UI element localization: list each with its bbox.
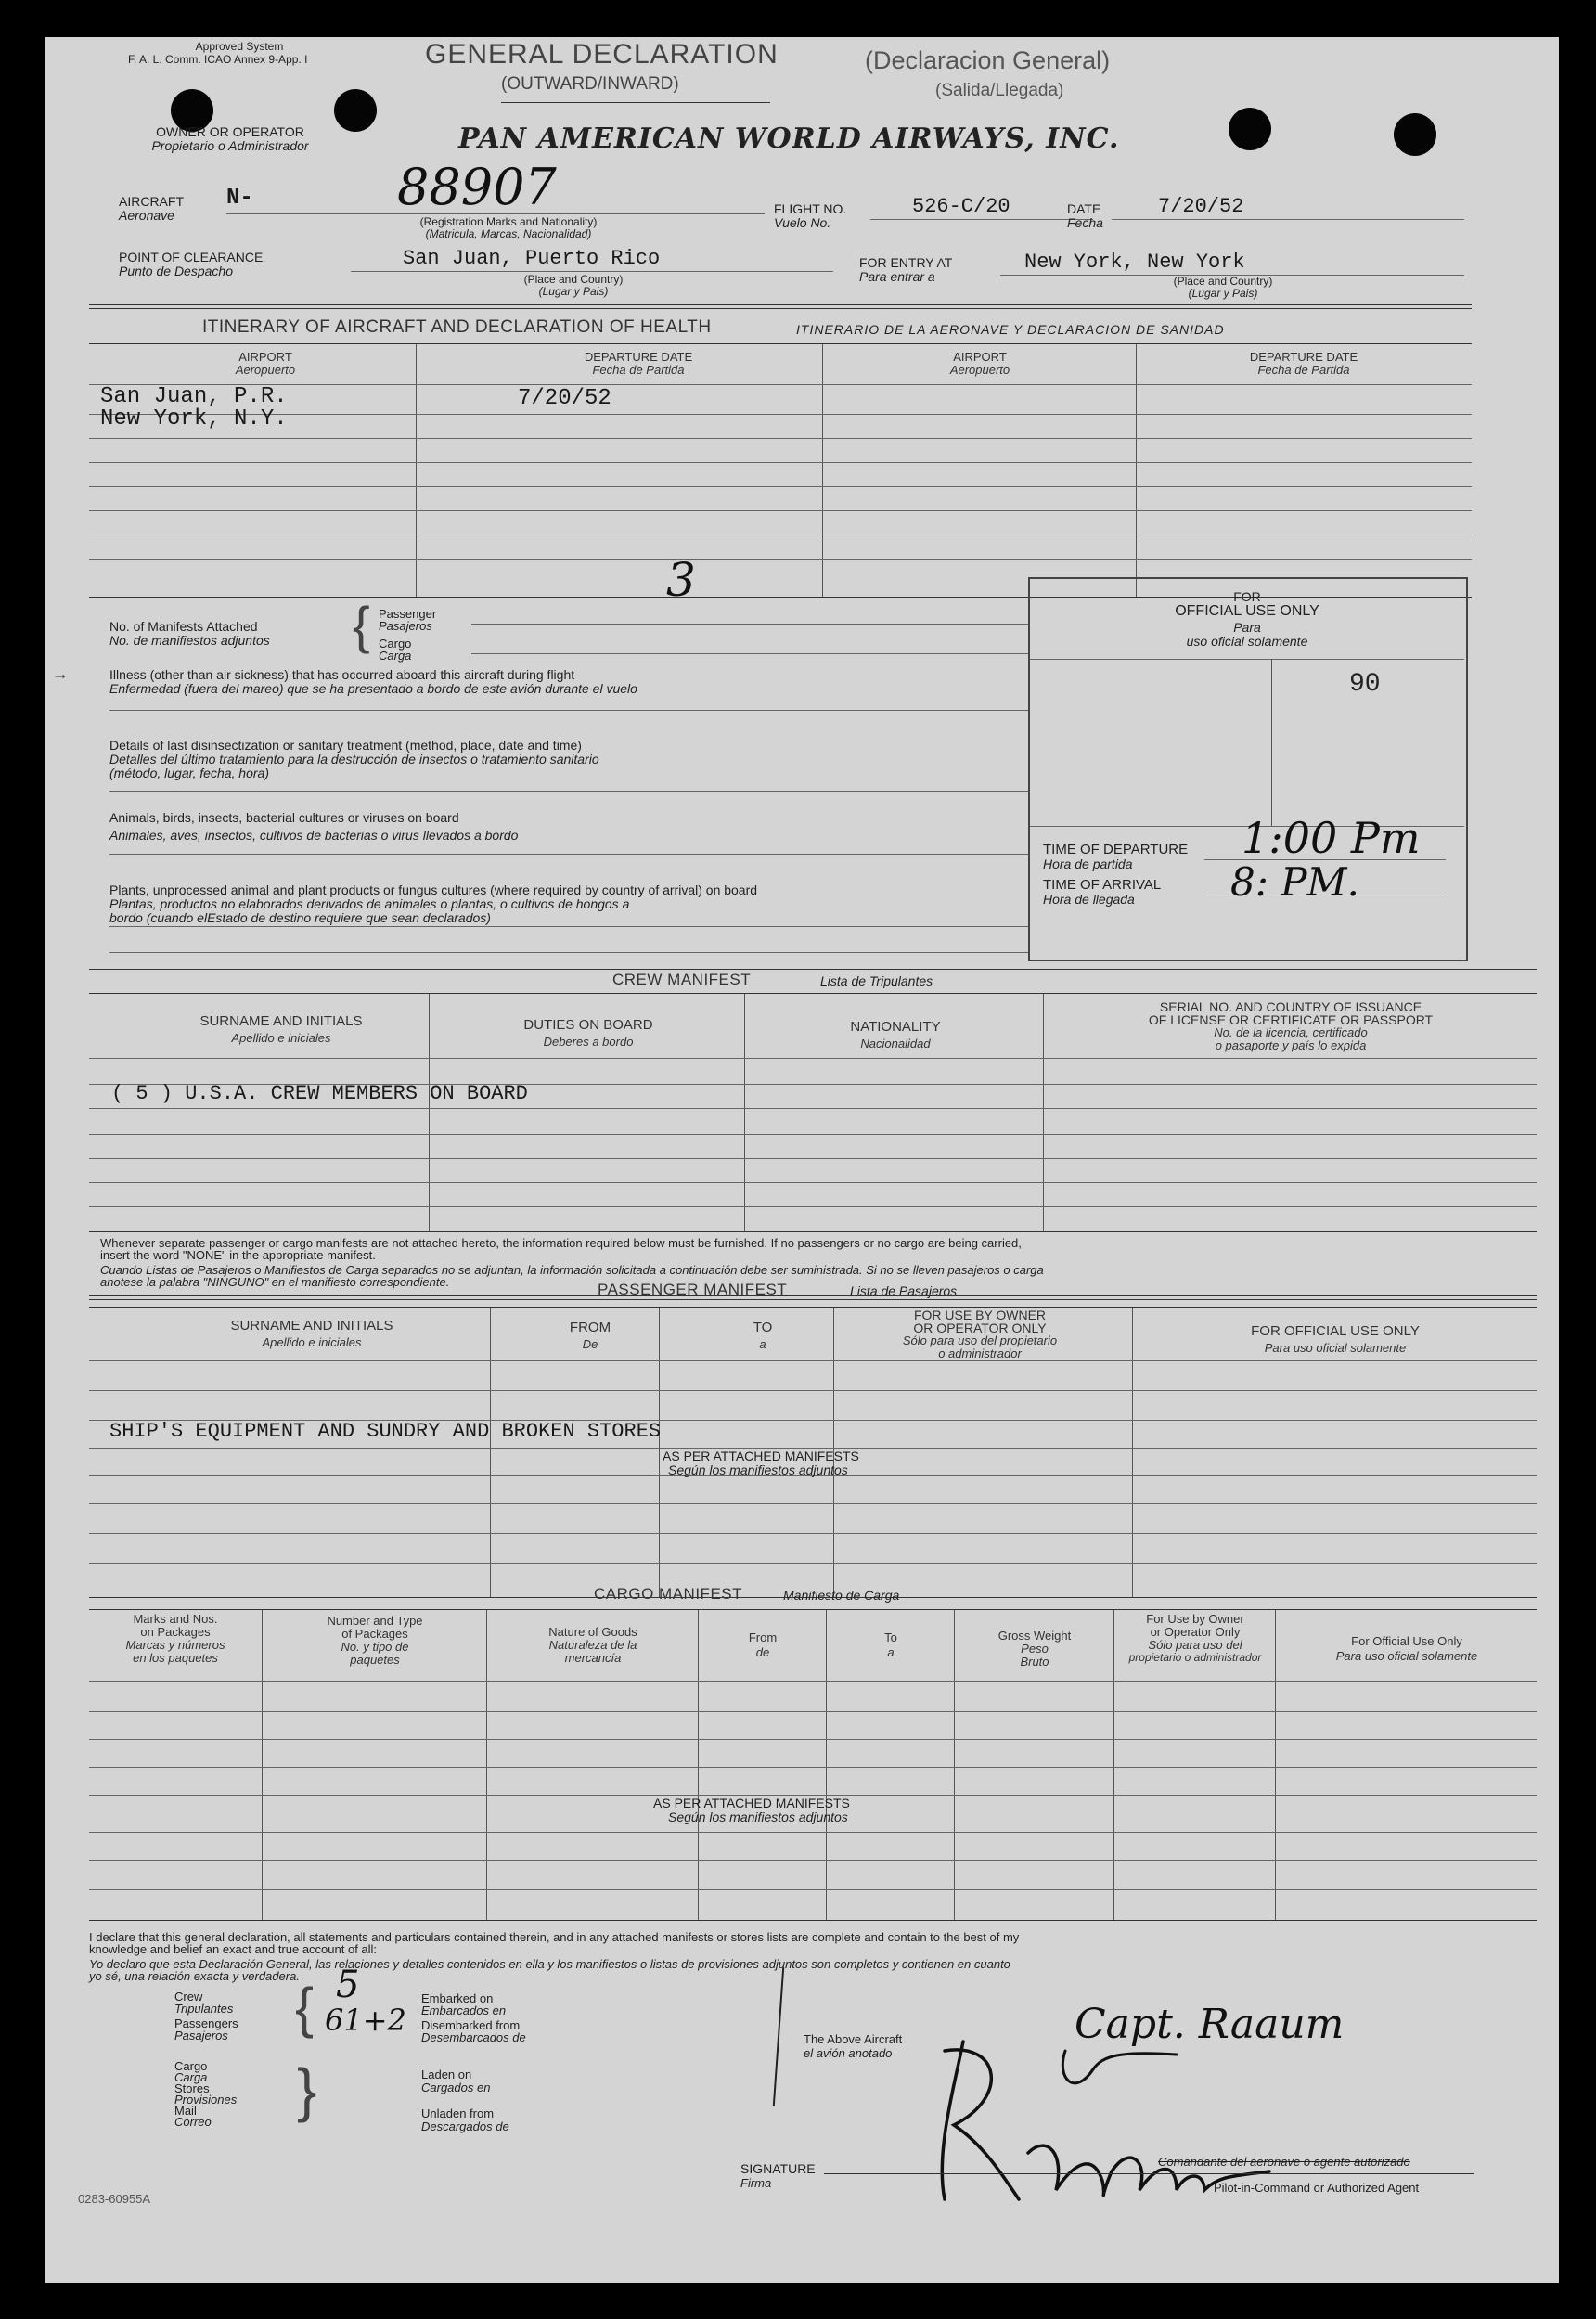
- official-para: Para: [1233, 620, 1261, 635]
- above-aircraft: The Above Aircraft: [804, 2032, 903, 2046]
- pax-col-surname-es: Apellido e iniciales: [262, 1335, 362, 1349]
- pax-col-owner-2: OR OPERATOR ONLY: [913, 1321, 1047, 1335]
- crew-col-duties-es: Deberes a bordo: [543, 1035, 634, 1049]
- aircraft-registration: 88907: [397, 158, 557, 216]
- signer-label: Pilot-in-Command or Authorized Agent: [1214, 2181, 1420, 2195]
- clearance-label: POINT OF CLEARANCE: [119, 250, 264, 264]
- official-title-es: uso oficial solamente: [1186, 634, 1308, 649]
- crew-col-serial-es2: o pasaporte y país lo expida: [1215, 1038, 1367, 1052]
- cargo-col-to-es: a: [887, 1645, 895, 1659]
- signature-label: SIGNATURE: [740, 2161, 816, 2176]
- icao-annex: F. A. L. Comm. ICAO Annex 9-App. I: [128, 53, 308, 66]
- cargo-col-from-es: de: [755, 1645, 770, 1659]
- owner-label: OWNER OR OPERATOR: [156, 124, 304, 139]
- decl-disembarked-es: Desembarcados de: [421, 2030, 526, 2044]
- cargo-attached-es: Según los manifiestos adjuntos: [668, 1810, 848, 1824]
- form-title: GENERAL DECLARATION: [425, 39, 779, 70]
- decl-embarked-es: Embarcados en: [421, 2003, 507, 2017]
- cargo-col-owner-1: For Use by Owner: [1146, 1612, 1244, 1626]
- punch-hole: [1229, 108, 1271, 150]
- manifests-count: 3: [666, 553, 696, 607]
- decl-stores: Stores: [174, 2081, 210, 2095]
- declaration-2: knowledge and belief an exact and true account of all:: [89, 1942, 378, 1956]
- manifests-label-es: No. de manifiestos adjuntos: [109, 633, 270, 648]
- manifests-label: No. of Manifests Attached: [109, 619, 258, 634]
- pax-attached: AS PER ATTACHED MANIFESTS: [663, 1449, 859, 1463]
- form-number: 0283-60955A: [78, 2192, 151, 2206]
- decl-passengers-es: Pasajeros: [174, 2029, 228, 2042]
- pilot-signature: [898, 2014, 1288, 2227]
- crew-col-surname: SURNAME AND INITIALS: [200, 1013, 363, 1029]
- decl-disembarked: Disembarked from: [421, 2018, 521, 2032]
- itin-departure-1: 7/20/52: [518, 386, 611, 411]
- crew-col-serial-1: SERIAL NO. AND COUNTRY OF ISSUANCE: [1159, 999, 1422, 1014]
- general-declaration-form: [45, 37, 1559, 2283]
- pax-col-official-es: Para uso oficial solamente: [1264, 1341, 1407, 1355]
- handwritten-name: Capt. Raaum: [1075, 2001, 1345, 2048]
- form-title-es: (Declaracion General): [865, 46, 1111, 74]
- itin-col-airport-2: AIRPORT: [953, 350, 1007, 364]
- animals-text: Animals, birds, insects, bacterial cultures or viruses on board: [109, 810, 459, 825]
- note-line-es2: anotese la palabra "NINGUNO" en el manifiesto correspondiente.: [100, 1275, 450, 1289]
- pax-col-owner-es2: o administrador: [938, 1346, 1022, 1360]
- pax-col-to: TO: [753, 1320, 773, 1335]
- punch-hole: [1394, 113, 1436, 156]
- declaration-es2: yo sé, una relación exacta y verdadera.: [89, 1969, 300, 1983]
- cargo-heading-es: Manifiesto de Carga: [783, 1588, 900, 1603]
- decl-brace-2: }: [297, 2056, 317, 2123]
- official-title: OFFICIAL USE ONLY: [1175, 603, 1319, 619]
- cargo-col-nature-es2: mercancía: [564, 1651, 622, 1665]
- punch-hole: [334, 89, 377, 132]
- itin-col-departure-es: Fecha de Partida: [592, 363, 685, 377]
- disinsect-text-es1: Detalles del último tratamiento para la destrucción de insectos o tratamiento sanitario: [109, 752, 599, 767]
- cargo-col-weight: Gross Weight: [998, 1629, 1072, 1643]
- decl-unladen-es: Descargados de: [421, 2119, 509, 2133]
- pax-entry: SHIP'S EQUIPMENT AND SUNDRY AND BROKEN STORES: [109, 1420, 662, 1443]
- decl-stores-es: Provisiones: [174, 2093, 238, 2106]
- flight-number: 526-C/20: [912, 195, 1010, 218]
- itin-col-airport-2-es: Aeropuerto: [949, 363, 1010, 377]
- itin-airport-1: San Juan, P.R.: [100, 384, 288, 409]
- pax-attached-es: Según los manifiestos adjuntos: [668, 1462, 848, 1477]
- arrival-time-value: 8: PM.: [1230, 859, 1359, 905]
- decl-laden-es: Cargados en: [421, 2081, 491, 2094]
- pax-col-from: FROM: [569, 1320, 611, 1335]
- cargo-col-number-es1: No. y tipo de: [341, 1640, 409, 1654]
- passenger-heading: PASSENGER MANIFEST: [598, 1281, 788, 1298]
- crew-col-duties: DUTIES ON BOARD: [523, 1017, 653, 1033]
- decl-mail: Mail: [174, 2104, 197, 2118]
- entry-value: New York, New York: [1024, 251, 1245, 274]
- form-subtitle-es: (Salida/Llegada): [935, 81, 1064, 100]
- animals-text-es: Animales, aves, insectos, cultivos de bacterias o virus llevados a bordo: [109, 828, 519, 843]
- official-number: 90: [1349, 670, 1381, 699]
- plants-text-es2: bordo (cuando elEstado de destino requiere que sean declarados): [109, 910, 491, 925]
- cargo-col-to: To: [884, 1630, 897, 1644]
- cargo-col-number-1: Number and Type: [327, 1614, 423, 1628]
- pax-col-owner-es1: Sólo para uso del propietario: [902, 1333, 1058, 1347]
- pax-col-owner-1: FOR USE BY OWNER: [913, 1308, 1047, 1322]
- entry-label-es: Para entrar a: [859, 269, 935, 284]
- departure-time-label-es: Hora de partida: [1043, 857, 1133, 871]
- manifests-brace: {: [353, 596, 370, 654]
- flight-label-es: Vuelo No.: [774, 215, 831, 230]
- decl-crew: Crew: [174, 1990, 203, 2003]
- cargo-col-number-es2: paquetes: [350, 1653, 400, 1667]
- pax-col-to-es: a: [759, 1337, 766, 1351]
- aircraft-sub-es: (Matricula, Marcas, Nacionalidad): [425, 227, 592, 240]
- crew-col-serial-2: OF LICENSE OR CERTIFICATE OR PASSPORT: [1148, 1012, 1434, 1027]
- signature-label-es: Firma: [740, 2176, 772, 2190]
- plants-text: Plants, unprocessed animal and plant products or fungus cultures (where required by country of arrival) on board: [109, 883, 758, 897]
- illness-text-es: Enfermedad (fuera del mareo) que se ha presentado a bordo de este avión durante el vuelo: [109, 681, 637, 696]
- itin-airport-2: New York, N.Y.: [100, 406, 288, 432]
- aircraft-sub: (Registration Marks and Nationality): [419, 215, 598, 228]
- decl-cargo: Cargo: [174, 2059, 208, 2073]
- manifest-cargo-es: Carga: [379, 649, 412, 663]
- entry-place-sub: (Place and Country): [1173, 275, 1273, 288]
- crew-heading-es: Lista de Tripulantes: [820, 973, 933, 988]
- manifest-passenger: Passenger: [379, 607, 437, 621]
- owner-label-es: Propietario o Administrador: [151, 138, 309, 153]
- aircraft-label-es: Aeronave: [119, 208, 174, 223]
- crew-col-serial-es1: No. de la licencia, certificado: [1214, 1025, 1368, 1039]
- disinsect-text-es2: (método, lugar, fecha, hora): [109, 766, 269, 780]
- date-label-es: Fecha: [1067, 215, 1103, 230]
- manifest-passenger-es: Pasajeros: [379, 619, 432, 633]
- clearance-place-sub-es: (Lugar y Pais): [538, 285, 609, 298]
- note-line-es1: Cuando Listas de Pasajeros o Manifiestos de Carga separados no se adjuntan, la información solicitada a continuación debe ser suministrada. Si no se lleven pasajeros o carga: [100, 1263, 1044, 1277]
- declaration-es1: Yo declaro que esta Declaración General, las relaciones y detalles contenidos en ella y los manifiestos o listas de provisiones adjuntos son completos y contienen en cuanto: [89, 1957, 1010, 1971]
- decl-crew-value: 5: [336, 1964, 360, 2006]
- aircraft-prefix: N-: [226, 186, 253, 211]
- cargo-col-owner-es2: propietario o administrador: [1128, 1651, 1262, 1664]
- itin-col-airport-es: Aeropuerto: [235, 363, 296, 377]
- cargo-col-owner-es1: Sólo para uso del: [1148, 1638, 1242, 1652]
- signer-es: Comandante del aeronave o agente autorizado: [1158, 2155, 1410, 2169]
- crew-entry: ( 5 ) U.S.A. CREW MEMBERS ON BOARD: [111, 1082, 528, 1105]
- decl-brace-1: {: [295, 1977, 315, 2039]
- cargo-col-weight-es1: Peso: [1021, 1642, 1049, 1656]
- owner-value: PAN AMERICAN WORLD AIRWAYS, INC.: [458, 122, 1120, 155]
- cargo-heading: CARGO MANIFEST: [594, 1585, 743, 1603]
- crew-col-nationality: NATIONALITY: [850, 1019, 941, 1035]
- decl-laden: Laden on: [421, 2068, 472, 2081]
- form-subtitle: (OUTWARD/INWARD): [501, 74, 679, 94]
- margin-mark: →: [52, 664, 69, 683]
- cargo-col-marks-es1: Marcas y números: [125, 1638, 225, 1652]
- entry-label: FOR ENTRY AT: [859, 255, 953, 270]
- decl-passengers-value: 61+2: [325, 2003, 406, 2038]
- cargo-col-official: For Official Use Only: [1351, 1634, 1462, 1648]
- above-aircraft-es: el avión anotado: [804, 2046, 893, 2060]
- crew-heading: CREW MANIFEST: [612, 971, 752, 988]
- aircraft-label: AIRCRAFT: [119, 194, 184, 209]
- cargo-col-marks-1: Marks and Nos.: [133, 1612, 218, 1626]
- cargo-col-official-es: Para uso oficial solamente: [1335, 1649, 1478, 1663]
- cargo-col-nature-1: Nature of Goods: [548, 1625, 637, 1639]
- decl-embarked: Embarked on: [421, 1991, 494, 2005]
- decl-unladen: Unladen from: [421, 2106, 495, 2120]
- decl-mail-es: Correo: [174, 2115, 212, 2129]
- itinerary-heading-es: ITINERARIO DE LA AERONAVE Y DECLARACION DE SANIDAD: [796, 322, 1225, 337]
- approved-system: Approved System: [195, 40, 284, 53]
- clearance-value: San Juan, Puerto Rico: [403, 247, 661, 270]
- clearance-label-es: Punto de Despacho: [119, 264, 233, 278]
- cargo-col-from: From: [748, 1630, 778, 1644]
- decl-crew-es: Tripulantes: [174, 2002, 234, 2016]
- arrival-time-label-es: Hora de llegada: [1043, 892, 1135, 907]
- crew-col-surname-es: Apellido e iniciales: [231, 1031, 331, 1045]
- plants-text-es1: Plantas, productos no elaborados derivados de animales o plantas, o cultivos de hongos a: [109, 896, 630, 911]
- pax-col-from-es: De: [582, 1337, 598, 1351]
- entry-place-sub-es: (Lugar y Pais): [1188, 287, 1258, 300]
- itin-col-departure-2-es: Fecha de Partida: [1257, 363, 1350, 377]
- itin-col-airport: AIRPORT: [238, 350, 292, 364]
- flight-label: FLIGHT NO.: [774, 201, 847, 216]
- pax-col-official: FOR OFFICIAL USE ONLY: [1251, 1323, 1420, 1339]
- disinsect-text: Details of last disinsectization or sanitary treatment (method, place, date and time): [109, 738, 582, 753]
- itin-col-departure: DEPARTURE DATE: [584, 350, 693, 364]
- departure-time-value: 1:00 Pm: [1242, 813, 1421, 863]
- cargo-col-marks-es2: en los paquetes: [133, 1651, 218, 1665]
- note-line-2: insert the word "NONE" in the appropriate manifest.: [100, 1248, 376, 1262]
- declaration-1: I declare that this general declaration, all statements and particulars contained therein, and in any attached manifests or stores lists are complete and contain to the best of my: [89, 1930, 1020, 1944]
- crew-col-nationality-es: Nacionalidad: [860, 1037, 931, 1050]
- note-line-1: Whenever separate passenger or cargo manifests are not attached hereto, the information required below must be furnished. If no passengers or no cargo are being carried,: [100, 1236, 1022, 1250]
- flight-date: 7/20/52: [1158, 195, 1244, 218]
- official-for: FOR: [1233, 589, 1261, 604]
- cargo-col-number-2: of Packages: [341, 1627, 408, 1641]
- clearance-place-sub: (Place and Country): [523, 273, 624, 286]
- date-label: DATE: [1067, 201, 1101, 216]
- decl-passengers: Passengers: [174, 2016, 238, 2030]
- manifest-cargo: Cargo: [379, 637, 412, 651]
- cargo-col-marks-2: on Packages: [140, 1625, 211, 1639]
- cargo-col-nature-es1: Naturaleza de la: [548, 1638, 637, 1652]
- pax-col-surname: SURNAME AND INITIALS: [230, 1318, 393, 1333]
- passenger-heading-es: Lista de Pasajeros: [850, 1283, 958, 1298]
- departure-time-label: TIME OF DEPARTURE: [1043, 842, 1189, 857]
- itin-col-departure-2: DEPARTURE DATE: [1249, 350, 1358, 364]
- illness-text: Illness (other than air sickness) that has occurred aboard this aircraft during flight: [109, 667, 575, 682]
- cargo-attached: AS PER ATTACHED MANIFESTS: [653, 1796, 850, 1810]
- decl-cargo-es: Carga: [174, 2070, 208, 2084]
- cargo-col-owner-2: or Operator Only: [1150, 1625, 1241, 1639]
- cargo-col-weight-es2: Bruto: [1020, 1655, 1049, 1668]
- arrival-time-label: TIME OF ARRIVAL: [1043, 877, 1162, 893]
- itinerary-heading: ITINERARY OF AIRCRAFT AND DECLARATION OF HEALTH: [202, 317, 712, 337]
